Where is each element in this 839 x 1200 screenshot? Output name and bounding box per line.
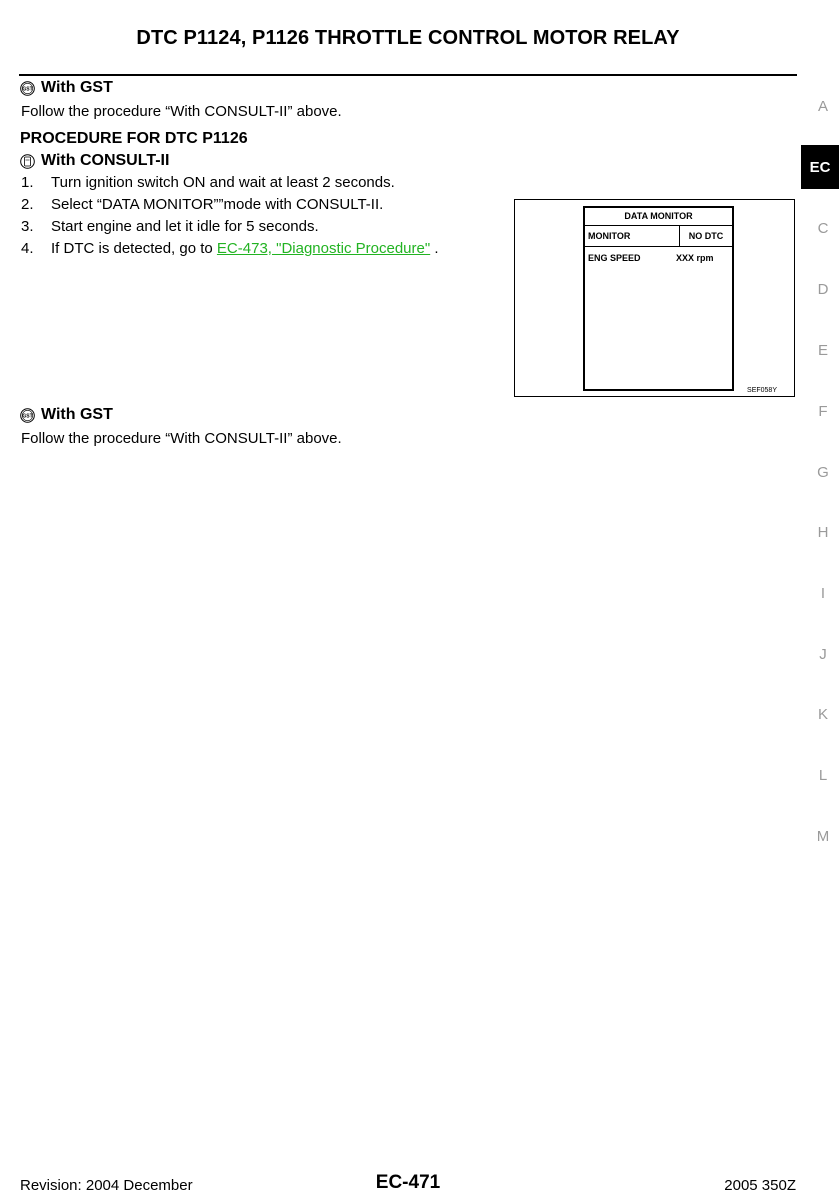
side-tab-g[interactable]: G	[817, 464, 829, 481]
data-monitor-figure	[514, 199, 795, 397]
side-tab-c[interactable]: C	[817, 220, 829, 237]
gst-heading	[20, 79, 113, 97]
step-3: 3. Start engine and let it idle for 5 seconds.	[21, 218, 319, 235]
gst-icon	[20, 408, 35, 423]
consult-heading-label: With CONSULT-II	[41, 152, 170, 169]
side-tab-ec[interactable]: EC	[801, 145, 839, 189]
gst-heading-label: With GST	[41, 79, 113, 96]
gst-heading-label-2: With GST	[41, 406, 113, 423]
step-2: 2. Select “DATA MONITOR””mode with CONSULT-II.	[21, 196, 384, 213]
figure-id: SEF058Y	[747, 387, 777, 394]
side-tab-i[interactable]: I	[820, 585, 826, 602]
side-tab-l[interactable]: L	[818, 767, 828, 784]
side-tab-h[interactable]: H	[817, 524, 829, 541]
diagnostic-procedure-link[interactable]: EC-473, "Diagnostic Procedure"	[216, 240, 431, 257]
title-rule	[19, 74, 797, 76]
monitor-label: MONITOR	[585, 226, 680, 246]
procedure-heading: PROCEDURE FOR DTC P1126	[20, 130, 248, 147]
footer-revision: Revision: 2004 December	[20, 1177, 193, 1194]
consult-tool-icon	[20, 154, 35, 169]
gst-instruction: Follow the procedure “With CONSULT-II” above.	[21, 103, 342, 120]
side-tab-e[interactable]: E	[817, 342, 828, 359]
side-tab-k[interactable]: K	[817, 706, 828, 723]
svg-text:GST: GST	[22, 413, 33, 419]
gst-heading-2	[20, 406, 113, 424]
side-tab-d[interactable]: D	[817, 281, 829, 298]
side-tab-j[interactable]: J	[819, 646, 827, 663]
consult-heading	[20, 152, 169, 170]
screen-header: DATA MONITOR	[585, 208, 732, 226]
svg-text:GST: GST	[22, 86, 33, 92]
page-title: DTC P1124, P1126 THROTTLE CONTROL MOTOR RELAY	[136, 27, 680, 49]
eng-speed-label: ENG SPEED	[588, 253, 641, 263]
gst-icon	[20, 81, 35, 96]
side-tab-f[interactable]: F	[818, 403, 828, 420]
footer-model: 2005 350Z	[724, 1177, 796, 1194]
dtc-status: NO DTC	[688, 231, 724, 241]
gst-instruction-2: Follow the procedure “With CONSULT-II” above.	[21, 430, 342, 447]
eng-speed-value: XXX rpm	[676, 253, 714, 263]
step-1: 1. Turn ignition switch ON and wait at least 2 seconds.	[21, 174, 395, 191]
consult-screen	[583, 206, 734, 391]
side-tab-a[interactable]: A	[817, 98, 828, 115]
side-tab-m[interactable]: M	[816, 828, 830, 845]
footer-page-number: EC-471	[375, 1172, 441, 1193]
step-4: 4. If DTC is detected, go to EC-473, "Diagnostic Procedure" .	[21, 240, 439, 257]
